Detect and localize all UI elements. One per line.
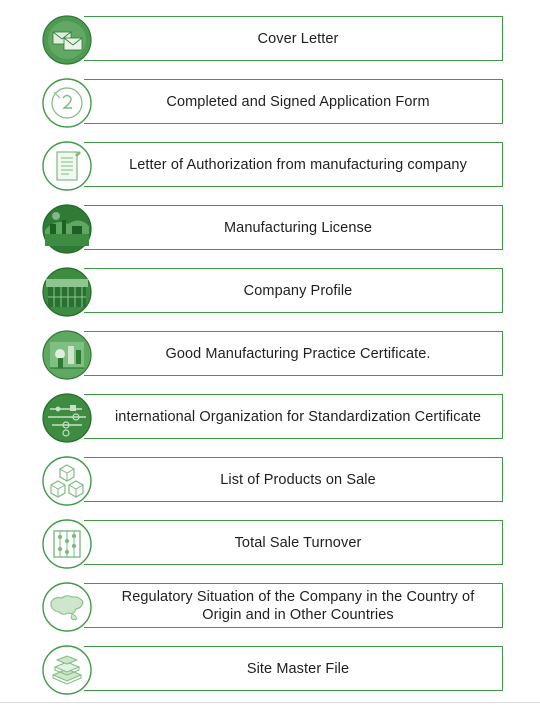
abacus-icon xyxy=(42,519,92,569)
list-item-site-master-file xyxy=(40,643,506,697)
list-item-label: international Organization for Standardization Certificate xyxy=(114,408,482,425)
world-map-icon xyxy=(42,582,92,632)
factory-icon xyxy=(42,204,92,254)
bottom-divider xyxy=(0,702,540,703)
lab-icon xyxy=(42,330,92,380)
building-icon xyxy=(42,267,92,317)
document-icon xyxy=(42,141,92,191)
list-item-company-profile xyxy=(40,265,506,319)
list-item-label: Completed and Signed Application Form xyxy=(166,93,430,110)
list-item-box xyxy=(84,520,503,565)
list-item-label: Good Manufacturing Practice Certificate. xyxy=(165,345,431,362)
form-icon xyxy=(42,78,92,128)
list-item-manufacturing-license xyxy=(40,202,506,256)
list-item-label: Cover Letter xyxy=(257,30,339,47)
list-item-label: Regulatory Situation of the Company in the Country of Origin and in Other Countries xyxy=(121,588,475,623)
list-item-gmp-certificate xyxy=(40,328,506,382)
list-item-label: Total Sale Turnover xyxy=(234,534,362,551)
list-item-box xyxy=(84,646,503,691)
list-item-box xyxy=(84,205,503,250)
list-item-box xyxy=(84,268,503,313)
list-item-box xyxy=(84,394,503,439)
list-item-box xyxy=(84,16,503,61)
list-item-label: Company Profile xyxy=(243,282,353,299)
list-item-box xyxy=(84,142,503,187)
list-item-cover-letter xyxy=(40,13,506,67)
list-item-box xyxy=(84,79,503,124)
list-item-letter-of-authorization xyxy=(40,139,506,193)
list-item-total-sale-turnover xyxy=(40,517,506,571)
list-item-label: Manufacturing License xyxy=(224,219,372,236)
list-item-regulatory-situation xyxy=(40,580,506,634)
envelope-icon xyxy=(42,15,92,65)
list-item-label: Site Master File xyxy=(246,660,350,677)
list-item-label: Letter of Authorization from manufacturing company xyxy=(129,156,467,173)
list-item-products-on-sale xyxy=(40,454,506,508)
list-item-iso-certificate xyxy=(40,391,506,445)
list-item-box xyxy=(84,331,503,376)
list-item-application-form xyxy=(40,76,506,130)
list-item-box xyxy=(84,457,503,502)
list-item-label: List of Products on Sale xyxy=(220,471,376,488)
process-icon xyxy=(42,393,92,443)
boxes-icon xyxy=(42,456,92,506)
list-item-box xyxy=(84,583,503,628)
books-icon xyxy=(42,645,92,695)
